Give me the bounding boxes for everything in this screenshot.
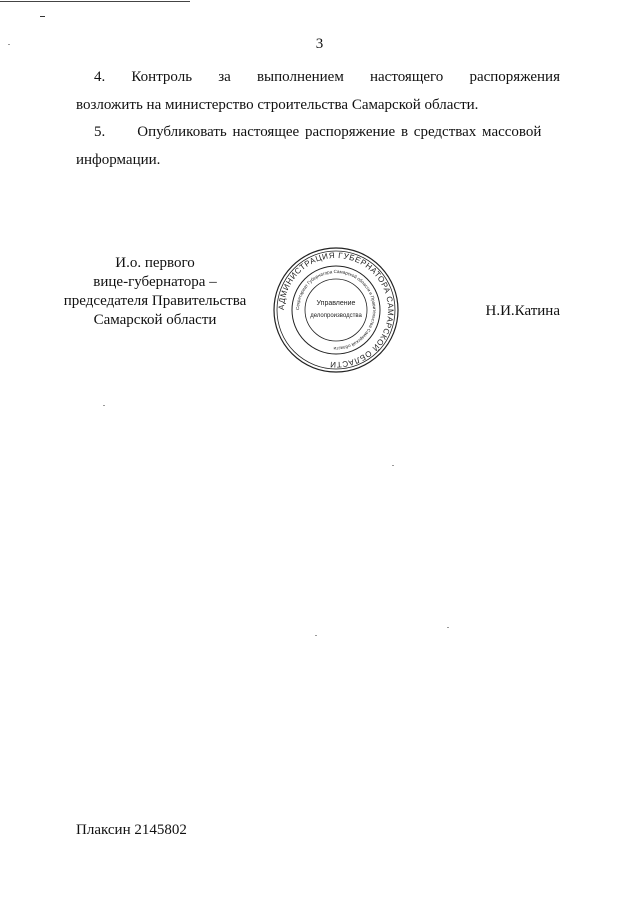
seal-center-line: делопроизводства	[310, 313, 362, 319]
title-line: И.о. первого	[115, 255, 195, 271]
signatory-name: Н.И.Катина	[485, 303, 560, 319]
page-number: 3	[315, 36, 324, 52]
svg-text:АДМИНИСТРАЦИЯ ГУБЕРНАТОРА САМА: АДМИНИСТРАЦИЯ ГУБЕРНАТОРА САМАРСКОЙ ОБЛАСТИ	[276, 250, 396, 370]
paragraph-4-line-2: возложить на министерство строительства Самарской области.	[76, 97, 479, 113]
scan-speck	[315, 635, 317, 636]
word: распоряжения	[469, 69, 560, 85]
scan-speck	[392, 465, 394, 466]
paragraph-number: 4.	[94, 69, 106, 85]
word: за	[218, 69, 231, 85]
paragraph-text: Опубликовать настоящее распоряжение в средствах массовой	[137, 124, 542, 140]
title-line: Самарской области	[93, 312, 217, 328]
word: настоящего	[370, 69, 444, 85]
scan-speck	[447, 627, 449, 628]
scan-edge-line	[0, 1, 190, 2]
title-line: председателя Правительства	[63, 293, 247, 309]
seal-center-line: Управление	[316, 300, 356, 307]
signatory-title	[50, 254, 260, 330]
scan-speck	[40, 16, 45, 17]
paragraph-5-line-2: информации.	[76, 152, 161, 168]
paragraph-number: 5.	[94, 124, 106, 140]
scan-speck	[103, 405, 105, 406]
footer-executor: Плаксин 2145802	[76, 822, 187, 838]
word: выполнением	[256, 69, 344, 85]
paragraph-5-line-1	[76, 123, 560, 141]
word: Контроль	[131, 69, 193, 85]
title-line: вице-губернатора –	[93, 274, 217, 290]
official-seal	[272, 246, 400, 374]
svg-text:Секретариат Губернатора Самарс: Секретариат Губернатора Самарской области и Правительства Самарской области	[294, 268, 378, 352]
paragraph-4-line-1	[76, 68, 560, 86]
scan-speck	[8, 44, 10, 45]
